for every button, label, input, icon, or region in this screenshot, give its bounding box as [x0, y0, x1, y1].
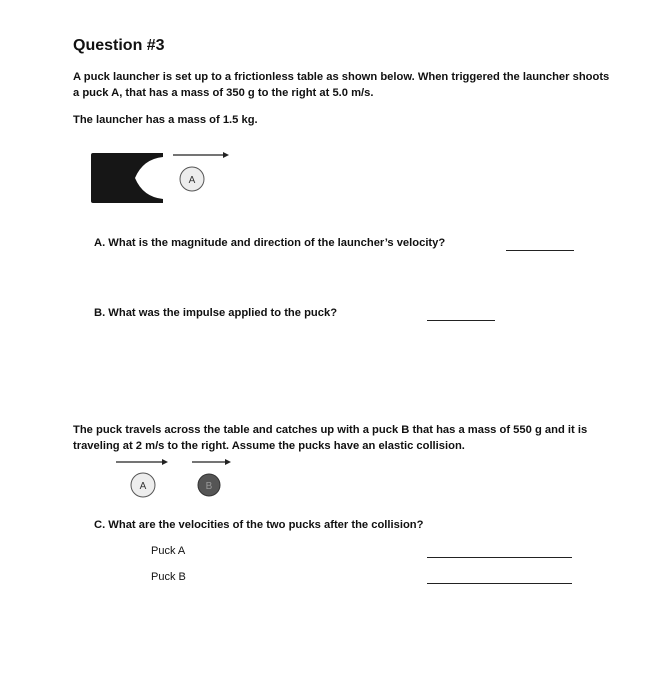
collision-diagram: [110, 455, 245, 505]
launcher-diagram: [85, 145, 245, 210]
puck-b-answer-line[interactable]: [427, 583, 572, 584]
puck-a-answer-label: Puck A: [151, 545, 186, 557]
part-a-question: A. What is the magnitude and direction of the launcher’s velocity?: [94, 237, 446, 249]
puck-a-answer-line[interactable]: [427, 557, 572, 558]
puck-b-answer-label: Puck B: [151, 571, 186, 583]
puck-b-label: B: [205, 481, 213, 492]
puck-a-label: A: [188, 175, 196, 186]
intro-paragraph: A puck launcher is set up to a frictionless table as shown below. When triggered the launcher shoots a puck A, that has a mass of 350 g to the right at 5.0 m/s.: [73, 71, 610, 99]
launcher-body: [91, 153, 125, 203]
puck-a-label: A: [139, 481, 147, 492]
launcher-mass-text: The launcher has a mass of 1.5 kg.: [73, 114, 258, 126]
question-title: Question #3: [73, 37, 165, 54]
part-c-question: C. What are the velocities of the two pucks after the collision?: [94, 519, 424, 531]
part-b-question: B. What was the impulse applied to the puck?: [94, 307, 338, 319]
launcher-jaws: [123, 153, 163, 203]
part-a-answer-line[interactable]: [506, 250, 574, 251]
part-b-answer-line[interactable]: [427, 320, 495, 321]
second-scenario-paragraph: The puck travels across the table and catches up with a puck B that has a mass of 550 g and it is traveling at 2 m/s to the right. Assume the pucks have an elastic collision.: [73, 424, 588, 452]
